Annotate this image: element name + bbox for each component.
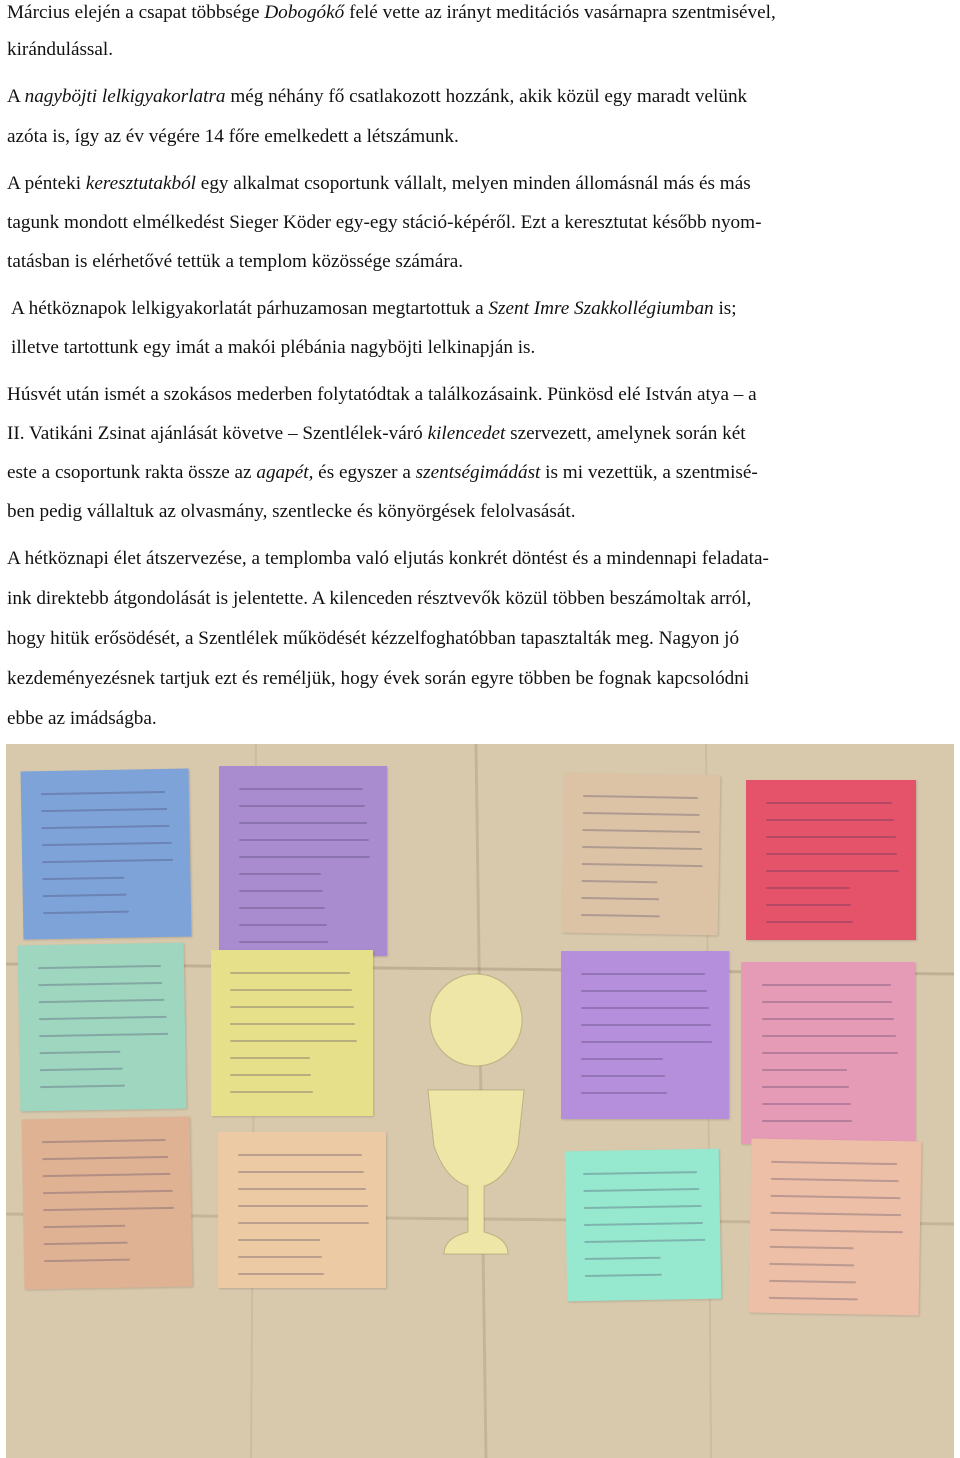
- paragraph-line: Március elején a csapat többsége Dobogókő felé vette az irányt meditációs vasárnapra szentmisével,: [7, 2, 776, 23]
- paragraph-line: ink direktebb átgondolását is jelentette. A kilenceden résztvevők közül többen beszámoltak arról,: [7, 588, 752, 609]
- italic-term: nagyböjti lelkigyakorlatra: [24, 86, 226, 107]
- paragraph-line: A hétköznapi élet átszervezése, a templomba való eljutás konkrét döntést és a mindennapi feladata-: [7, 548, 769, 569]
- paragraph-line: kirándulással.: [7, 39, 114, 60]
- italic-term: agapét,: [256, 462, 314, 483]
- paragraph-line: este a csoportunk rakta össze az agapét, és egyszer a szentségimádást is mi vezettük, a szentmisé-: [7, 462, 758, 483]
- italic-term: szentségimádást: [415, 462, 541, 483]
- paragraph-line: tatásban is elérhetővé tettük a templom közössége számára.: [7, 251, 464, 272]
- paragraph-line: A hétköznapok lelkigyakorlatát párhuzamosan megtartottuk a Szent Imre Szakkollégiumban is;: [11, 298, 737, 319]
- paragraph-line: kezdeményezésnek tartjuk ezt és reméljük, hogy évek során egyre többen be fognak kapcsolódni: [7, 668, 750, 689]
- paragraph-line: ebbe az imádságba.: [7, 708, 157, 729]
- paragraph-line: hogy hitük erősödését, a Szentlélek működését kézzelfoghatóbban tapasztalták meg. Nagyon jó: [7, 628, 740, 649]
- chalice-cup: [428, 1090, 524, 1254]
- italic-term: keresztutakból: [85, 173, 196, 194]
- paragraph-line: A pénteki keresztutakból egy alkalmat csoportunk vállalt, melyen minden állomásnál más és más: [7, 173, 751, 194]
- italic-place: Dobogókő: [264, 2, 345, 23]
- paragraph-line: Húsvét után ismét a szokásos mederben folytatódtak a találkozásaink. Pünkösd elé István atya – a: [7, 384, 757, 405]
- host-circle: [430, 974, 522, 1066]
- paragraph-line: II. Vatikáni Zsinat ajánlását követve – Szentlélek-váró kilencedet szervezett, amelynek során két: [7, 423, 746, 444]
- italic-place: Szent Imre Szakkollégiumban: [488, 298, 714, 319]
- photo-paper-collage: [6, 744, 954, 1458]
- paragraph-line: A nagyböjti lelkigyakorlatra még néhány fő csatlakozott hozzánk, akik közül egy maradt velünk: [7, 86, 748, 107]
- paragraph-line: tagunk mondott elmélkedést Sieger Köder egy-egy stáció-képéről. Ezt a keresztutat később nyom-: [7, 212, 762, 233]
- paragraph-line: illetve tartottunk egy imát a makói plébánia nagyböjti lelkinapján is.: [11, 337, 536, 358]
- chalice-host: [6, 744, 954, 1458]
- italic-term: kilencedet: [427, 423, 506, 444]
- paragraph-line: ben pedig vállaltuk az olvasmány, szentlecke és könyörgések felolvasását.: [7, 501, 576, 522]
- paragraph-line: azóta is, így az év végére 14 főre emelkedett a létszámunk.: [7, 126, 459, 147]
